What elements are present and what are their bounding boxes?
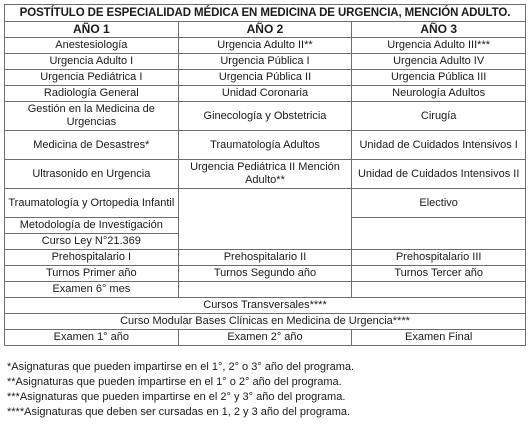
- table-cell: Turnos Primer año: [5, 266, 179, 282]
- table-row: [5, 189, 526, 218]
- table-cell: Radiología General: [5, 86, 179, 102]
- table-cell: Prehospitalario III: [352, 250, 526, 266]
- table-row: [5, 298, 526, 314]
- table-cell: Cirugía: [352, 102, 526, 131]
- table-row: [5, 314, 526, 330]
- table-cell: Traumatología Adultos: [178, 131, 352, 160]
- table-cell: Electivo: [352, 189, 526, 218]
- table-row: [5, 38, 526, 54]
- table-cell: Turnos Tercer año: [352, 266, 526, 282]
- table-cell: Cursos Transversales****: [5, 298, 526, 314]
- empty-cell: [352, 218, 526, 250]
- table-cell: Gestión en la Medicina de Urgencias: [5, 102, 179, 131]
- footnote: ****Asignaturas que deben ser cursadas en 1, 2 y 3 año del programa.: [7, 406, 351, 418]
- table-cell: Unidad Coronaria: [178, 86, 352, 102]
- empty-cell: [352, 282, 526, 298]
- empty-cell: [178, 189, 352, 250]
- table-row: [5, 102, 526, 131]
- table-row: [5, 266, 526, 282]
- table-cell: Traumatología y Ortopedia Infantil: [5, 189, 179, 218]
- table-cell: Urgencia Adulto IV: [352, 54, 526, 70]
- table-row: [5, 160, 526, 189]
- table-cell: Metodología de Investigación: [5, 218, 179, 234]
- table-row: [5, 70, 526, 86]
- table-cell: Anestesiología: [5, 38, 179, 54]
- table-cell: Prehospitalario I: [5, 250, 179, 266]
- year-1-header: AÑO 1: [5, 22, 179, 38]
- table-cell: Prehospitalario II: [178, 250, 352, 266]
- table-cell: Examen 6° mes: [5, 282, 179, 298]
- table-row: [5, 131, 526, 160]
- table-cell: Urgencia Pediátrica II Mención Adulto**: [178, 160, 352, 189]
- table-cell: Turnos Segundo año: [178, 266, 352, 282]
- empty-cell: [178, 282, 352, 298]
- table-row: [5, 250, 526, 266]
- table-cell: Examen 2° año: [178, 330, 352, 346]
- table-cell: Examen 1° año: [5, 330, 179, 346]
- footnote: ***Asignaturas que pueden impartirse en el 2° y 3° año del programa.: [7, 391, 346, 403]
- table-cell: Examen Final: [352, 330, 526, 346]
- table-cell: Urgencia Adulto I: [5, 54, 179, 70]
- year-3-header: AÑO 3: [352, 22, 526, 38]
- table-cell: Neurología Adultos: [352, 86, 526, 102]
- curriculum-table: [4, 4, 526, 346]
- table-cell: Curso Modular Bases Clínicas en Medicina de Urgencia****: [5, 314, 526, 330]
- table-cell: Curso Ley N°21.369: [5, 234, 179, 250]
- table-cell: Urgencia Adulto II**: [178, 38, 352, 54]
- table-cell: Urgencia Pediátrica I: [5, 70, 179, 86]
- table-title-row: [5, 5, 526, 22]
- footnote: **Asignaturas que pueden impartirse en el 1° o 2° año del programa.: [7, 376, 342, 388]
- table-cell: Unidad de Cuidados Intensivos II: [352, 160, 526, 189]
- table-row: [5, 86, 526, 102]
- year-2-header: AÑO 2: [178, 22, 352, 38]
- table-cell: Unidad de Cuidados Intensivos I: [352, 131, 526, 160]
- footnotes: [7, 360, 354, 420]
- table-cell: Urgencia Pública III: [352, 70, 526, 86]
- table-cell: Ultrasonido en Urgencia: [5, 160, 179, 189]
- table-row: [5, 330, 526, 346]
- year-header-row: [5, 22, 526, 38]
- table-row: [5, 54, 526, 70]
- table-cell: Ginecología y Obstetricia: [178, 102, 352, 131]
- table-cell: Urgencia Adulto III***: [352, 38, 526, 54]
- table-cell: Medicina de Desastres*: [5, 131, 179, 160]
- table-row: [5, 282, 526, 298]
- table-cell: Urgencia Pública II: [178, 70, 352, 86]
- table-title: POSTÍTULO DE ESPECIALIDAD MÉDICA EN MEDICINA DE URGENCIA, MENCIÓN ADULTO.: [5, 5, 526, 22]
- table-cell: Urgencia Pública I: [178, 54, 352, 70]
- footnote: *Asignaturas que pueden impartirse en el 1°, 2° o 3° año del programa.: [7, 361, 355, 373]
